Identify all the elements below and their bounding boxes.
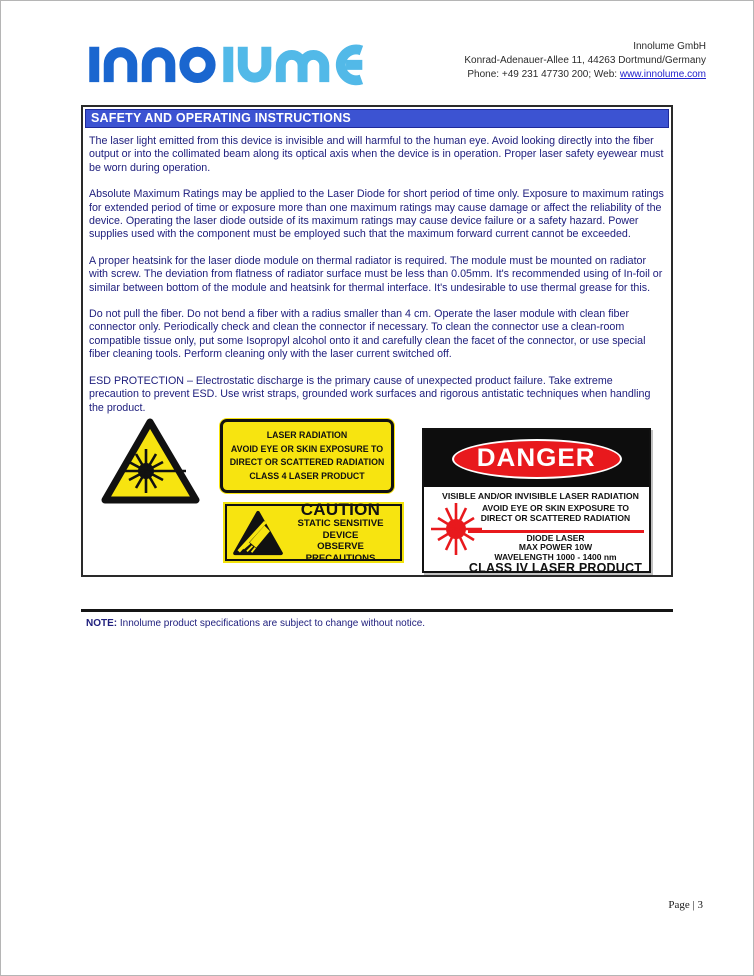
laser-warning-triangle-icon bbox=[100, 416, 201, 506]
danger-spec-line2: MAX POWER 10W bbox=[518, 542, 593, 553]
danger-subtitle: VISIBLE AND/OR INVISIBLE LASER RADIATION bbox=[442, 491, 639, 501]
danger-text-block bbox=[466, 504, 645, 575]
paragraph-heatsink: A proper heatsink for the laser diode module on thermal radiator is required. The module must be mounted on radiator with screw. The deviation from flatness of radiator surface must be less than 0.05mm. It's recommended using of In-foil or similar between bottom of the module and heatsink for thermal interface. It's undesirable to use thermal grease for this. bbox=[89, 254, 663, 294]
note-label: NOTE: bbox=[86, 618, 118, 629]
footer-divider bbox=[81, 609, 673, 612]
danger-spec-block bbox=[466, 534, 645, 576]
laser-label-line2: AVOID EYE OR SKIN EXPOSURE TO bbox=[230, 443, 384, 454]
danger-spec-line3: WAVELENGTH 1000 - 1400 nm bbox=[494, 551, 617, 562]
instructions-text bbox=[83, 128, 671, 415]
website-link[interactable]: www.innolume.com bbox=[619, 69, 706, 80]
company-name: Innolume GmbH bbox=[633, 41, 706, 52]
danger-laser-label bbox=[422, 428, 651, 576]
caution-line2: OBSERVE PRECAUTIONS bbox=[305, 541, 376, 564]
danger-header-band bbox=[424, 430, 649, 487]
danger-title: DANGER bbox=[477, 444, 596, 472]
section-title-bar bbox=[85, 109, 669, 128]
danger-warning-line1: AVOID EYE OR SKIN EXPOSURE TO bbox=[481, 503, 630, 513]
innolume-logo bbox=[87, 37, 375, 91]
laser-label-line3: DIRECT OR SCATTERED RADIATION bbox=[229, 457, 385, 467]
phone-label: Phone: +49 231 47730 200; Web: bbox=[467, 69, 620, 80]
danger-spec-line1: DIODE LASER bbox=[526, 532, 585, 543]
paragraph-fiber-care: Do not pull the fiber. Do not bend a fiber with a radius smaller than 4 cm. Operate the laser module with clean fiber connector only. Periodically check and clean the connector if necessary. To clean the connector use a clean-room compatible tissue only, put some Isopropyl alcohol onto it and carefully clean the facet of the connector, or use special fiber cleaning tools. Perform cleaning only with the laser current switched off. bbox=[89, 308, 646, 361]
paragraph-esd-protection: ESD PROTECTION – Electrostatic discharge is the primary cause of unexpected product failure. Take extreme precaution to prevent ESD. Use wrist straps, grounded work surfaces and rigorous antistatic techniques when handling the product. bbox=[89, 374, 651, 414]
note-line bbox=[86, 618, 425, 629]
company-address-block bbox=[464, 40, 706, 82]
paragraph-max-ratings: Absolute Maximum Ratings may be applied to the Laser Diode for short period of time only. Exposure to maximum ratings for extended period of time or exposure more than one maximum ratings may cause damage or affect the reliability of the device. Operating the laser diode outside of its maximum ratings may cause device failure or a safety hazard. Power supplies used with the component must be employed such that the maximum forward current cannot be exceeded. bbox=[89, 188, 664, 241]
note-text: Innolume product specifications are subject to change without notice. bbox=[117, 618, 426, 629]
danger-class-line: CLASS IV LASER PRODUCT bbox=[468, 561, 643, 576]
caution-title: CAUTION bbox=[300, 500, 381, 519]
laser-radiation-label bbox=[220, 419, 394, 493]
section-title: SAFETY AND OPERATING INSTRUCTIONS bbox=[91, 111, 351, 125]
caution-esd-label bbox=[225, 500, 402, 564]
caution-text-block bbox=[284, 501, 400, 564]
esd-hand-icon bbox=[232, 510, 284, 556]
company-contact bbox=[464, 68, 706, 82]
danger-oval bbox=[452, 439, 622, 479]
laser-label-line1: LASER RADIATION bbox=[266, 430, 348, 440]
caution-line1: STATIC SENSITIVE DEVICE bbox=[297, 518, 384, 541]
danger-warning-line2: DIRECT OR SCATTERED RADIATION bbox=[480, 512, 631, 523]
page-number: Page | 3 bbox=[668, 899, 703, 911]
company-street: Konrad-Adenauer-Allee 11, 44263 Dortmund/Germany bbox=[464, 55, 706, 66]
laser-label-line4: CLASS 4 LASER PRODUCT bbox=[249, 470, 365, 481]
paragraph-laser-light: The laser light emitted from this device is invisible and will harmful to the human eye. Avoid looking directly into the fiber output or into the collimated beam along its optical axis when the device is in operation. Proper laser safety eyewear must be worn during operation. bbox=[89, 135, 664, 174]
